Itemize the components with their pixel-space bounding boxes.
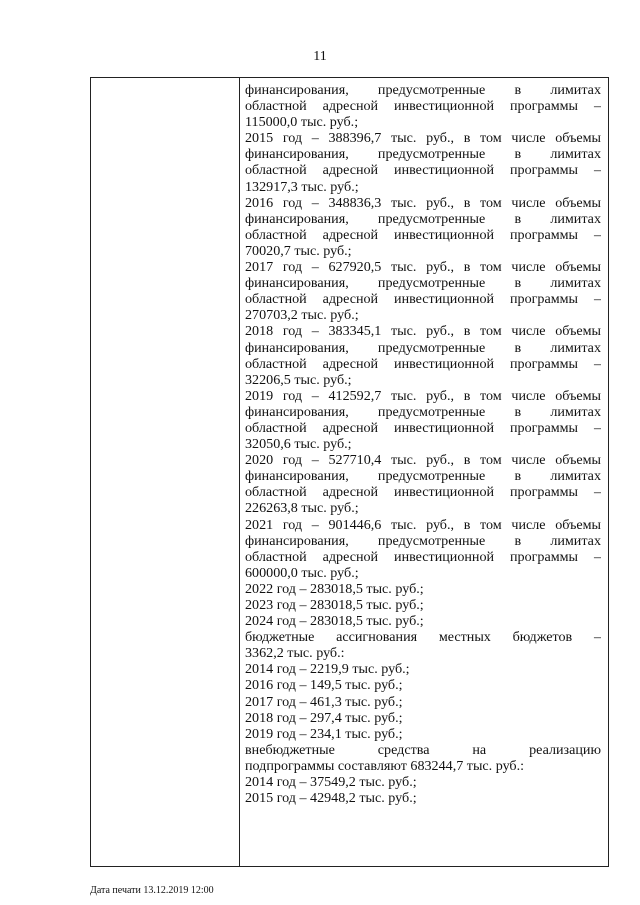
funding-text-cell: [245, 82, 601, 806]
text-line: 115000,0 тыс. руб.;: [245, 114, 359, 131]
text-line: областной адресной инвестиционной программы –: [245, 355, 601, 372]
text-line: 2024 год – 283018,5 тыс. руб.;: [245, 613, 424, 630]
text-line: 2021 год – 901446,6 тыс. руб., в том числе объемы: [245, 516, 601, 533]
text-line: финансирования, предусмотренные в лимитах: [245, 275, 601, 292]
funding-table: [90, 77, 609, 867]
text-line: 2017 год – 461,3 тыс. руб.;: [245, 693, 403, 710]
text-line: 2014 год – 37549,2 тыс. руб.;: [245, 774, 417, 791]
text-line: 32206,5 тыс. руб.;: [245, 371, 352, 388]
text-line: 270703,2 тыс. руб.;: [245, 307, 359, 324]
text-line: 2016 год – 348836,3 тыс. руб., в том числе объемы: [245, 194, 601, 211]
text-line: финансирования, предусмотренные в лимитах: [245, 82, 601, 98]
text-line: областной адресной инвестиционной программы –: [245, 226, 601, 243]
text-line: 2022 год – 283018,5 тыс. руб.;: [245, 580, 424, 597]
text-line: 226263,8 тыс. руб.;: [245, 500, 359, 517]
text-line: 3362,2 тыс. руб.:: [245, 645, 345, 662]
text-line: 2019 год – 234,1 тыс. руб.;: [245, 725, 403, 742]
text-line: областной адресной инвестиционной программы –: [245, 548, 601, 565]
text-line: 2015 год – 42948,2 тыс. руб.;: [245, 790, 417, 807]
text-line: областной адресной инвестиционной программы –: [245, 419, 601, 436]
text-line: финансирования, предусмотренные в лимитах: [245, 339, 601, 356]
text-line: 2023 год – 283018,5 тыс. руб.;: [245, 597, 424, 613]
text-line: 2020 год – 527710,4 тыс. руб., в том числе объемы: [245, 452, 601, 469]
column-divider: [239, 78, 240, 866]
text-line: 2016 год – 149,5 тыс. руб.;: [245, 677, 403, 694]
text-line: финансирования, предусмотренные в лимитах: [245, 210, 601, 227]
text-line: 132917,3 тыс. руб.;: [245, 178, 359, 195]
text-line: финансирования, предусмотренные в лимитах: [245, 468, 601, 485]
text-line: областной адресной инвестиционной программы –: [245, 98, 601, 115]
text-line: 2019 год – 412592,7 тыс. руб., в том числе объемы: [245, 387, 601, 404]
text-line: 2017 год – 627920,5 тыс. руб., в том числе объемы: [245, 259, 601, 276]
text-line: 600000,0 тыс. руб.;: [245, 564, 359, 581]
text-line: областной адресной инвестиционной программы –: [245, 291, 601, 308]
text-line: 2014 год – 2219,9 тыс. руб.;: [245, 661, 410, 678]
text-line: областной адресной инвестиционной программы –: [245, 484, 601, 501]
text-line: 2018 год – 297,4 тыс. руб.;: [245, 709, 403, 726]
page-number: 11: [313, 49, 327, 64]
text-line: 2018 год – 383345,1 тыс. руб., в том числе объемы: [245, 323, 601, 340]
text-line: финансирования, предусмотренные в лимитах: [245, 532, 601, 549]
text-line: финансирования, предусмотренные в лимитах: [245, 403, 601, 420]
text-line: подпрограммы составляют 683244,7 тыс. руб.:: [245, 757, 525, 774]
text-line: областной адресной инвестиционной программы –: [245, 162, 601, 179]
text-line: финансирования, предусмотренные в лимитах: [245, 146, 601, 163]
text-line: бюджетные ассигнования местных бюджетов –: [245, 629, 601, 646]
text-line: внебюджетные средства на реализацию: [245, 741, 601, 758]
text-line: 32050,6 тыс. руб.;: [245, 436, 352, 453]
text-line: 2015 год – 388396,7 тыс. руб., в том числе объемы: [245, 130, 601, 147]
text-line: 70020,7 тыс. руб.;: [245, 242, 352, 259]
print-date-footer: Дата печати 13.12.2019 12:00: [90, 885, 214, 896]
